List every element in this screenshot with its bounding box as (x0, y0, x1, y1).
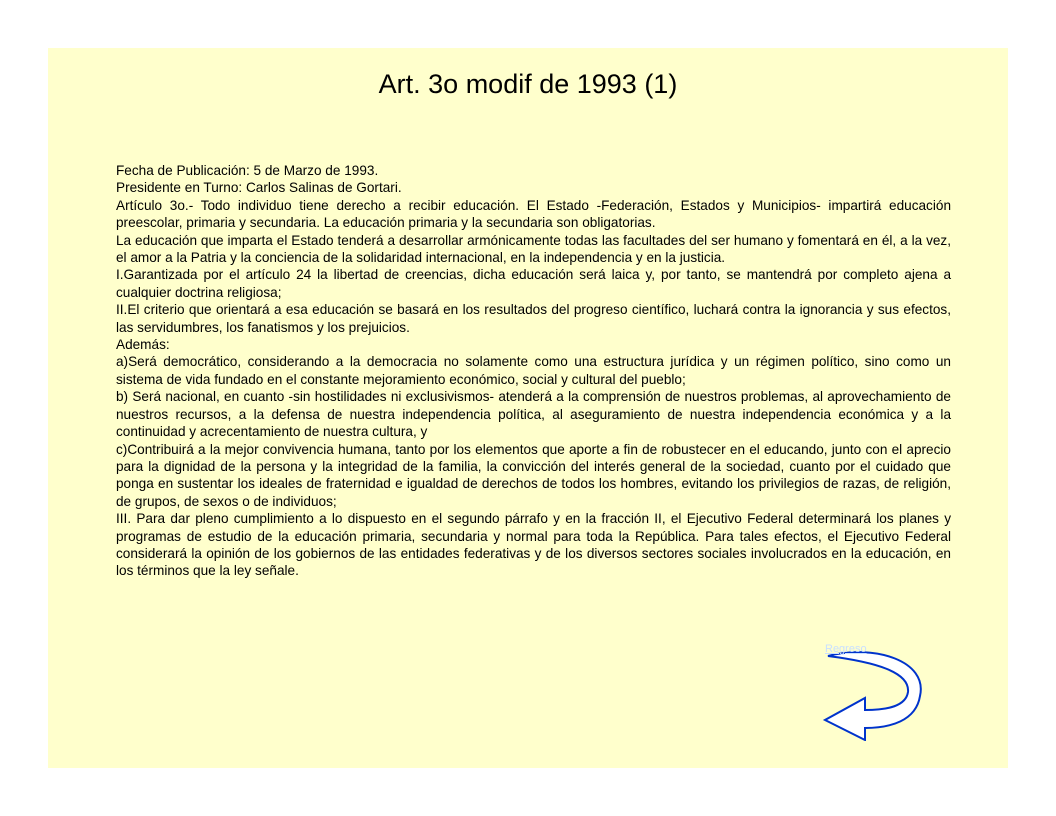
return-link[interactable]: Regreso (825, 643, 867, 655)
fraction-iii: III. Para dar pleno cumplimiento a lo dispuesto en el segundo párrafo y en la fracción II, el Ejecutivo Federal determinará los planes y programas de estudio de la educación primaria, secundaria y normal para toda la República. Para tales efectos, el Ejecutivo Federal considerará la opinión de los gobiernos de las entidades federativas y de los diversos sectores sociales involucrados en la educación, en los términos que la ley señale. (116, 511, 951, 579)
article-paragraph: La educación que imparta el Estado tenderá a desarrollar armónicamente todas las facultades del ser humano y fomentará en él, a la vez, el amor a la Patria y la conciencia de la solidaridad internacional, en la independencia y en la justicia. (116, 232, 951, 266)
publication-date: Fecha de Publicación: 5 de Marzo de 1993. (116, 163, 379, 178)
item-b: b) Será nacional, en cuanto -sin hostilidades ni exclusivismos- atenderá a la comprensión de nuestros problemas, al aprovechamiento de nuestros recursos, a la defensa de nuestra independencia política, al aseguramiento de nuestra independencia económica y a la continuidad y acrecentamiento de nuestra cultura, y (116, 389, 951, 440)
item-c: c)Contribuirá a la mejor convivencia humana, tanto por los elementos que aporte a fin de robustecer en el educando, junto con el aprecio para la dignidad de la persona y la integridad de la familia, la convicción del interés general de la sociedad, cuanto por el cuidado que ponga en sustentar los ideales de fraternidad e igualdad de derechos de todos los hombres, evitando los privilegios de razas, de religión, de grupos, de sexos o de individuos; (116, 441, 951, 509)
article-text (116, 162, 951, 580)
fraction-i: I.Garantizada por el artículo 24 la libertad de creencias, dicha educación será laica y, por tanto, se mantendrá por completo ajena a cualquier doctrina religiosa; (116, 267, 951, 300)
article-paragraph: Artículo 3o.- Todo individuo tiene derecho a recibir educación. El Estado -Federación, Estados y Municipios- impartirá educación preescolar, primaria y secundaria. La educación primaria y la secundaria son obligatorias. (116, 197, 951, 231)
item-a: a)Será democrático, considerando a la democracia no solamente como una estructura jurídica y un régimen político, sino como un sistema de vida fundado en el constante mejoramiento económico, social y cultural del pueblo; (116, 354, 951, 387)
ademas-heading: Además: (116, 337, 170, 353)
fraction-ii: II.El criterio que orientará a esa educación se basará en los resultados del progreso científico, luchará contra la ignorancia y sus efectos, las servidumbres, los fanatismos y los prejuicios. (116, 302, 951, 335)
president-line: Presidente en Turno: Carlos Salinas de Gortari. (116, 180, 402, 196)
slide-title: Art. 3o modif de 1993 (1) (378, 69, 678, 99)
slide (48, 48, 1008, 768)
